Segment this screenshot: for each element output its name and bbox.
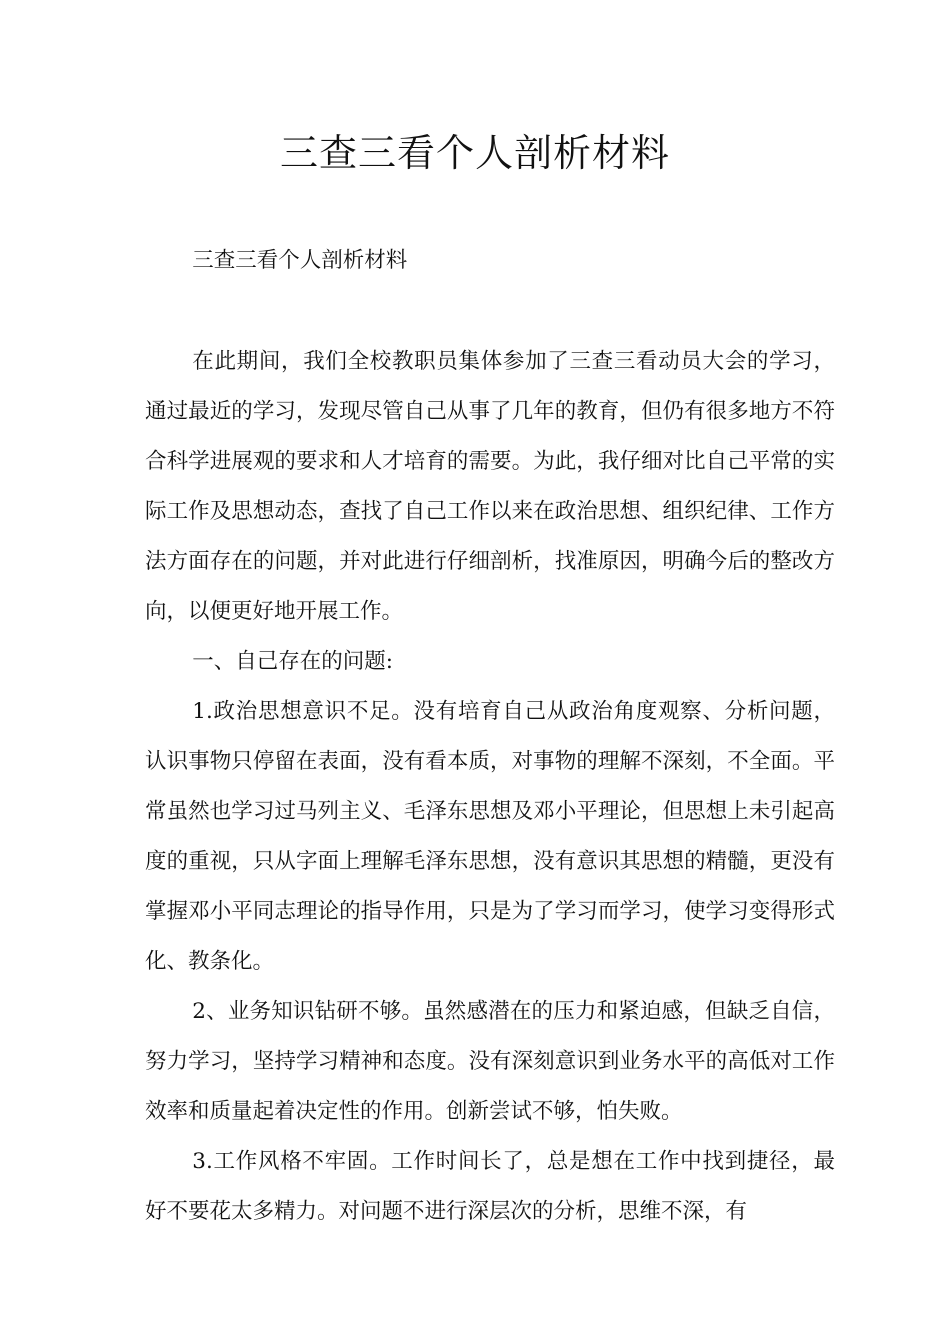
document-body — [145, 236, 835, 1237]
section-heading-problems: 一、自己存在的问题: — [192, 649, 394, 674]
paragraph-item-2: 2、业务知识钻研不够。虽然感潜在的压力和紧迫感，但缺乏自信，努力学习，坚持学习精神和态度。没有深刻意识到业务水平的高低对工作效率和质量起着决定性的作用。创新尝试不够，怕失败。 — [145, 999, 835, 1124]
paragraph-intro: 在此期间，我们全校教职员集体参加了三查三看动员大会的学习，通过最近的学习，发现尽管自己从事了几年的教育，但仍有很多地方不符合科学进展观的要求和人才培育的需要。为此，我仔细对比自己平常的实际工作及思想动态，查找了自己工作以来在政治思想、组织纪律、工作方法方面存在的问题，并对此进行仔细剖析，找准原因，明确今后的整改方向，以便更好地开展工作。 — [145, 349, 835, 624]
document-subtitle: 三查三看个人剖析材料 — [192, 248, 408, 273]
document-title: 三查三看个人剖析材料 — [279, 131, 670, 175]
paragraph-item-3: 3.工作风格不牢固。工作时间长了，总是想在工作中找到捷径，最好不要花太多精力。对问题不进行深层次的分析，思维不深，有 — [145, 1149, 835, 1224]
paragraph-item-1: 1.政治思想意识不足。没有培育自己从政治角度观察、分析问题，认识事物只停留在表面，没有看本质，对事物的理解不深刻，不全面。平常虽然也学习过马列主义、毛泽东思想及邓小平理论，但思想上未引起高度的重视，只从字面上理解毛泽东思想，没有意识其思想的精髓，更没有掌握邓小平同志理论的指导作用，只是为了学习而学习，使学习变得形式化、教条化。 — [145, 699, 835, 974]
